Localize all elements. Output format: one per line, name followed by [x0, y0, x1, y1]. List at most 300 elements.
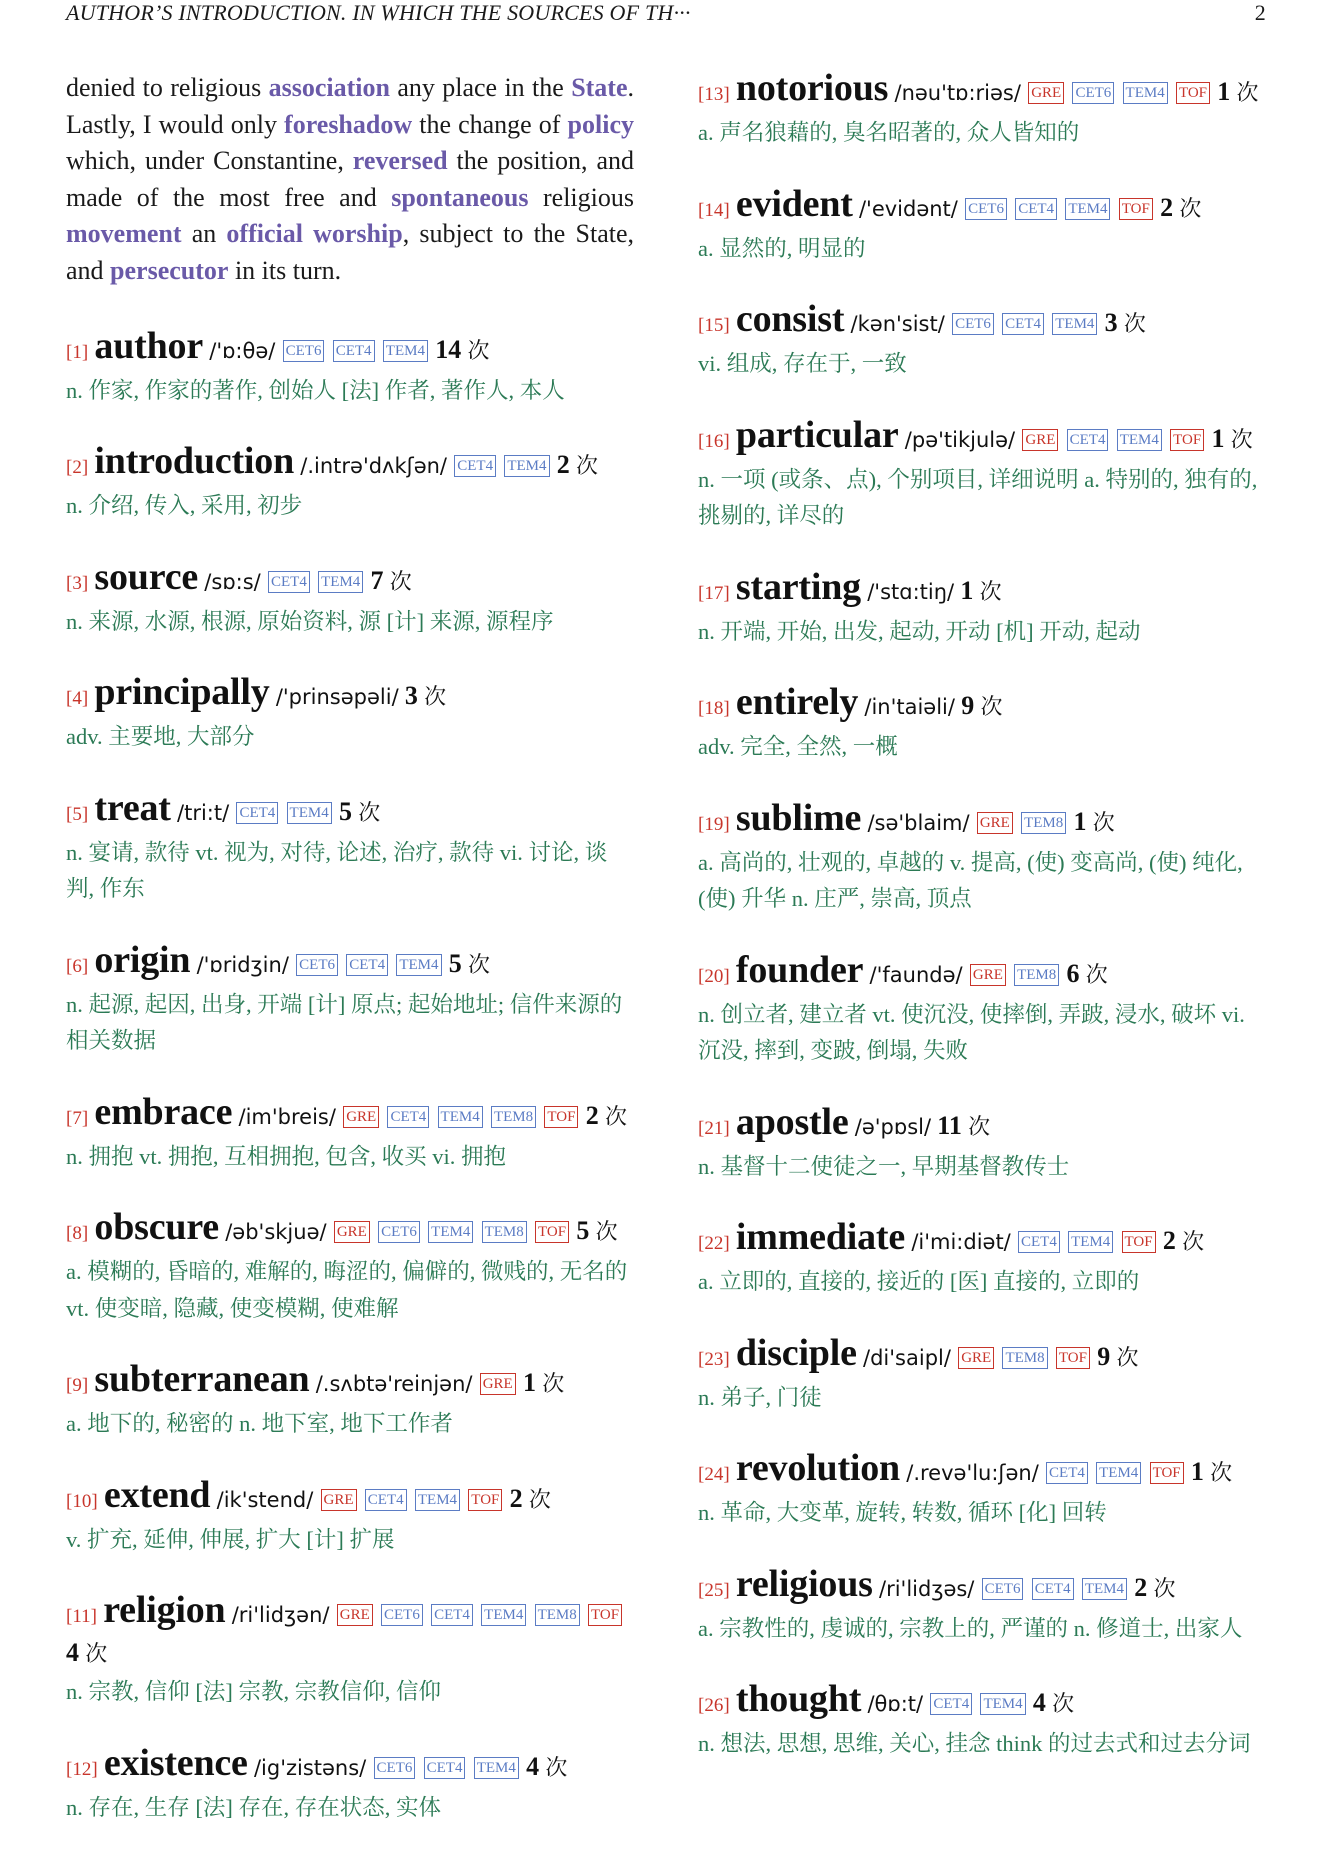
exam-tag: TEM4 — [1096, 1462, 1141, 1484]
vocab-entry — [698, 182, 1268, 268]
exam-tag: TEM4 — [980, 1693, 1025, 1715]
vocab-list-left — [66, 324, 634, 1827]
occurrence-count: 1 — [1073, 806, 1087, 836]
exam-tag: TOF — [544, 1106, 578, 1128]
count-unit: 次 — [468, 951, 491, 977]
phonetic: /ri'lidʒəs/ — [879, 1576, 975, 1601]
occurrence-count: 6 — [1066, 958, 1080, 988]
left-column — [66, 70, 634, 1860]
occurrence-count: 4 — [66, 1638, 79, 1668]
headword-line — [698, 1447, 1268, 1493]
count-unit: 次 — [980, 694, 1003, 719]
count-unit: 次 — [542, 1371, 565, 1397]
exam-tag: CET6 — [378, 1221, 420, 1243]
phonetic: /'ɒridʒin/ — [196, 952, 289, 977]
definition: a. 立即的, 直接的, 接近的 [医] 直接的, 立即的 — [698, 1269, 1140, 1294]
occurrence-count: 14 — [435, 334, 462, 364]
exam-tag: TEM4 — [1117, 429, 1162, 451]
count-unit: 次 — [467, 337, 490, 363]
count-unit: 次 — [1153, 1575, 1176, 1601]
count-unit: 次 — [1230, 426, 1253, 452]
headword: origin — [94, 938, 191, 981]
entry-index: [24] — [698, 1464, 730, 1485]
exam-tag: TOF — [1119, 198, 1153, 220]
headword-line — [66, 1741, 634, 1788]
exam-tag: TEM4 — [438, 1106, 483, 1128]
exam-tag: TOF — [1150, 1462, 1184, 1484]
occurrence-count: 4 — [526, 1751, 540, 1781]
exam-tag: TEM8 — [1002, 1347, 1047, 1369]
count-unit: 次 — [576, 453, 599, 479]
vocab-entry — [698, 948, 1268, 1070]
entry-index: [1] — [66, 341, 89, 363]
exam-tag: CET4 — [454, 455, 496, 477]
occurrence-count: 7 — [370, 565, 384, 595]
count-unit: 次 — [528, 1486, 551, 1512]
headword: starting — [735, 565, 861, 608]
headword: notorious — [735, 67, 889, 109]
headword-line — [66, 1358, 634, 1404]
occurrence-count: 9 — [1097, 1341, 1111, 1371]
headword-line — [66, 555, 634, 602]
headword-line — [66, 671, 634, 717]
headword-line — [66, 1589, 634, 1672]
exam-tag: TEM8 — [1014, 964, 1059, 986]
passage-text: the change of — [412, 109, 568, 139]
entry-index: [25] — [698, 1579, 730, 1601]
count-unit: 次 — [1236, 80, 1259, 105]
occurrence-count: 4 — [1032, 1688, 1046, 1717]
entry-index: [16] — [698, 430, 730, 452]
exam-tag: GRE — [970, 964, 1006, 986]
count-unit: 次 — [389, 568, 412, 594]
vocab-entry — [66, 1358, 634, 1443]
entry-index: [12] — [66, 1758, 98, 1780]
exam-tag: TOF — [1122, 1231, 1156, 1253]
entry-index: [23] — [698, 1348, 730, 1370]
phonetic: /ik'stend/ — [216, 1487, 314, 1512]
entry-index: [22] — [698, 1233, 730, 1254]
exam-tag: GRE — [337, 1604, 373, 1626]
exam-tag: CET4 — [387, 1106, 429, 1128]
headword-line — [698, 67, 1268, 113]
occurrence-count: 2 — [1134, 1572, 1148, 1602]
highlighted-word: persecutor — [110, 255, 229, 285]
headword-line — [698, 1678, 1268, 1724]
exam-tag: GRE — [334, 1221, 370, 1243]
headword: religion — [103, 1589, 226, 1632]
vocab-entry — [698, 298, 1268, 383]
passage-text: in its turn. — [228, 255, 342, 285]
headword: consist — [735, 298, 845, 340]
headword: introduction — [94, 440, 295, 483]
headword-line — [698, 298, 1268, 344]
definition: adv. 完全, 全然, 一概 — [698, 734, 898, 759]
entry-index: [9] — [66, 1375, 89, 1397]
headword: religious — [735, 1562, 873, 1605]
headword-line — [66, 1090, 634, 1137]
exam-tag: CET6 — [965, 198, 1007, 220]
exam-tag: CET6 — [374, 1757, 416, 1779]
vocab-entry — [698, 1100, 1268, 1186]
count-unit: 次 — [1123, 311, 1146, 336]
definition: n. 宗教, 信仰 [法] 宗教, 宗教信仰, 信仰 — [66, 1679, 441, 1705]
definition: n. 介绍, 传入, 采用, 初步 — [66, 493, 303, 519]
exam-tag: CET4 — [1032, 1578, 1074, 1600]
exam-tag: CET6 — [381, 1604, 423, 1626]
occurrence-count: 5 — [576, 1216, 590, 1246]
exam-tag: CET4 — [346, 954, 388, 976]
entry-index: [15] — [698, 315, 730, 336]
definition: n. 弟子, 门徒 — [698, 1384, 822, 1410]
headword: disciple — [735, 1331, 857, 1374]
occurrence-count: 2 — [556, 450, 570, 480]
headword-line — [66, 1473, 634, 1520]
headword: source — [94, 555, 199, 598]
exam-tag: TEM8 — [482, 1221, 527, 1243]
phonetic: /'ɒ:θə/ — [209, 338, 276, 363]
entry-index: [6] — [66, 955, 89, 977]
definition: a. 地下的, 秘密的 n. 地下室, 地下工作者 — [66, 1411, 453, 1437]
passage-text: which, under Constantine, — [66, 146, 353, 176]
entry-index: [14] — [698, 199, 730, 221]
vocab-entry — [66, 1206, 634, 1327]
count-unit: 次 — [1116, 1344, 1139, 1370]
highlighted-word: association — [268, 73, 390, 102]
exam-tag: TOF — [468, 1489, 502, 1511]
entry-index: [5] — [66, 803, 89, 825]
phonetic: /'prinsəpəli/ — [275, 685, 399, 710]
passage-text: , subject to the State, and — [66, 219, 634, 285]
exam-tag: TOF — [588, 1604, 622, 1626]
vocab-entry — [66, 1589, 634, 1711]
exam-tag: CET4 — [1002, 313, 1044, 335]
highlighted-word: movement — [66, 219, 182, 249]
occurrence-count: 1 — [1190, 1457, 1204, 1486]
phonetic: /.sʌbtə'reinjən/ — [315, 1372, 473, 1397]
right-column — [698, 67, 1268, 1797]
vocab-entry — [66, 1090, 634, 1176]
phonetic: /'evidənt/ — [858, 196, 958, 221]
headword: apostle — [735, 1100, 849, 1143]
exam-tag: TEM4 — [1068, 1231, 1113, 1253]
exam-tag: CET4 — [424, 1757, 466, 1779]
definition: n. 基督十二使徒之一, 早期基督教传士 — [698, 1153, 1070, 1179]
entry-index: [26] — [698, 1695, 730, 1716]
headword-line — [698, 1100, 1268, 1147]
occurrence-count: 2 — [1162, 1226, 1176, 1255]
exam-tag: TEM8 — [1021, 812, 1066, 834]
definition: n. 开端, 开始, 出发, 起动, 开动 [机] 开动, 起动 — [698, 618, 1141, 644]
phonetic: /pə'tikjulə/ — [904, 427, 1016, 452]
occurrence-count: 5 — [448, 948, 462, 978]
count-unit: 次 — [1179, 195, 1202, 221]
phonetic: /in'taiəli/ — [864, 695, 955, 719]
entry-index: [4] — [66, 688, 89, 710]
headword: thought — [735, 1678, 862, 1720]
occurrence-count: 1 — [1211, 423, 1225, 453]
definition: n. 存在, 生存 [法] 存在, 存在状态, 实体 — [66, 1794, 441, 1820]
headword-line — [66, 786, 634, 833]
phonetic: /əb'skjuə/ — [225, 1220, 327, 1245]
phonetic: /sə'blaim/ — [867, 810, 970, 835]
headword-line — [698, 413, 1268, 460]
headword: particular — [735, 413, 899, 456]
definition: n. 想法, 思想, 思维, 关心, 挂念 think 的过去式和过去分词 — [698, 1731, 1251, 1756]
entry-index: [8] — [66, 1223, 89, 1245]
exam-tag: GRE — [1028, 82, 1064, 104]
phonetic: /tri:t/ — [177, 800, 230, 825]
count-unit: 次 — [545, 1754, 568, 1780]
occurrence-count: 9 — [961, 691, 975, 720]
headword-line — [698, 948, 1268, 995]
vocab-entry — [698, 565, 1268, 651]
entry-index: [11] — [66, 1606, 97, 1628]
headword-line — [66, 938, 634, 985]
headword: extend — [103, 1473, 211, 1516]
exam-tag: TEM4 — [1082, 1578, 1127, 1600]
phonetic: /i'mi:diət/ — [911, 1230, 1011, 1254]
definition: n. 一项 (或条、点), 个别项目, 详细说明 a. 特别的, 独有的, 挑剔的, 详尽的 — [698, 466, 1258, 528]
entry-index: [2] — [66, 457, 89, 479]
vocab-entry — [698, 1216, 1268, 1301]
phonetic: /.revə'lu:ʃən/ — [906, 1461, 1039, 1485]
headword: immediate — [735, 1216, 906, 1258]
headword-line — [66, 1206, 634, 1252]
exam-tag: TEM4 — [1123, 82, 1168, 104]
phonetic: /im'breis/ — [238, 1104, 336, 1129]
headword-line — [66, 440, 634, 486]
count-unit: 次 — [1182, 1229, 1205, 1254]
headword-line — [698, 182, 1268, 229]
exam-tag: CET4 — [1046, 1462, 1088, 1484]
definition: a. 宗教性的, 虔诚的, 宗教上的, 严谨的 n. 修道士, 出家人 — [698, 1615, 1243, 1641]
exam-tag: TEM4 — [474, 1757, 519, 1779]
reading-passage — [66, 70, 634, 290]
exam-tag: CET4 — [1018, 1231, 1060, 1253]
exam-tag: TEM4 — [383, 340, 428, 362]
count-unit: 次 — [595, 1219, 618, 1245]
highlighted-word: official worship — [226, 219, 403, 249]
exam-tag: TOF — [1176, 82, 1210, 104]
phonetic: /.intrə'dʌkʃən/ — [300, 454, 447, 479]
highlighted-word: policy — [567, 109, 634, 139]
exam-tag: GRE — [1022, 429, 1058, 451]
passage-text: any place in the — [389, 73, 572, 102]
count-unit: 次 — [968, 1113, 991, 1139]
vocab-entry — [698, 1678, 1268, 1763]
headword: subterranean — [94, 1358, 310, 1401]
headword-line — [698, 796, 1268, 843]
headword: obscure — [94, 1206, 219, 1249]
count-unit: 次 — [358, 799, 381, 825]
entry-index: [21] — [698, 1117, 730, 1139]
definition: n. 作家, 作家的著作, 创始人 [法] 作者, 著作人, 本人 — [66, 377, 565, 403]
exam-tag: TEM8 — [535, 1604, 580, 1626]
exam-tag: TOF — [1056, 1347, 1090, 1369]
entry-index: [19] — [698, 813, 730, 835]
definition: n. 来源, 水源, 根源, 原始资料, 源 [计] 来源, 源程序 — [66, 608, 554, 634]
phonetic: /ə'pɒsl/ — [854, 1114, 932, 1139]
headword: existence — [103, 1741, 248, 1784]
definition: a. 声名狼藉的, 臭名昭著的, 众人皆知的 — [698, 120, 1080, 145]
vocab-entry — [66, 324, 634, 410]
vocab-entry — [66, 671, 634, 756]
passage-text: religious — [528, 182, 634, 212]
exam-tag: CET6 — [1072, 82, 1114, 104]
exam-tag: CET4 — [930, 1693, 972, 1715]
headword-line — [698, 1216, 1268, 1262]
occurrence-count: 2 — [585, 1100, 599, 1130]
occurrence-count: 3 — [404, 681, 418, 711]
highlighted-word: State — [571, 73, 628, 102]
highlighted-word: foreshadow — [284, 109, 413, 139]
entry-index: [3] — [66, 572, 89, 594]
exam-tag: GRE — [480, 1373, 516, 1395]
headword: entirely — [735, 681, 859, 723]
exam-tag: GRE — [321, 1489, 357, 1511]
exam-tag: TEM4 — [1052, 313, 1097, 335]
definition: vi. 组成, 存在于, 一致 — [698, 351, 907, 376]
vocab-entry — [66, 440, 634, 525]
headword-line — [698, 681, 1268, 727]
passage-text: denied to religious — [66, 73, 269, 102]
definition: a. 高尚的, 壮观的, 卓越的 v. 提高, (使) 变高尚, (使) 纯化, (使) 升华 n. 庄严, 崇高, 顶点 — [698, 849, 1243, 911]
vocab-entry — [698, 1562, 1268, 1648]
exam-tag: CET6 — [296, 954, 338, 976]
definition: v. 扩充, 延伸, 伸展, 扩大 [计] 扩展 — [66, 1526, 395, 1552]
count-unit: 次 — [979, 578, 1002, 604]
count-unit: 次 — [85, 1641, 108, 1667]
vocab-entry — [698, 796, 1268, 918]
occurrence-count: 1 — [1217, 77, 1231, 106]
highlighted-word: spontaneous — [391, 182, 529, 212]
headword-line — [698, 565, 1268, 612]
occurrence-count: 1 — [522, 1368, 536, 1398]
vocab-entry — [698, 681, 1268, 766]
headword-line — [66, 324, 634, 371]
exam-tag: TOF — [535, 1221, 569, 1243]
exam-tag: CET6 — [952, 313, 994, 335]
exam-tag: CET6 — [982, 1578, 1024, 1600]
occurrence-count: 2 — [1160, 192, 1174, 222]
passage-text: an — [181, 219, 227, 249]
vocab-entry — [698, 1331, 1268, 1417]
phonetic: /di'saipl/ — [863, 1345, 951, 1370]
headword: evident — [735, 182, 853, 225]
entry-index: [10] — [66, 1490, 98, 1512]
phonetic: /kən'sist/ — [850, 312, 945, 336]
occurrence-count: 11 — [937, 1110, 962, 1140]
count-unit: 次 — [1210, 1460, 1233, 1485]
headword-line — [698, 1562, 1268, 1609]
headword: sublime — [735, 796, 862, 839]
occurrence-count: 2 — [509, 1483, 523, 1513]
vocab-entry — [66, 1473, 634, 1559]
exam-tag: TEM4 — [504, 455, 549, 477]
occurrence-count: 1 — [960, 575, 974, 605]
exam-tag: GRE — [958, 1347, 994, 1369]
exam-tag: GRE — [343, 1106, 379, 1128]
phonetic: /θɒ:t/ — [867, 1692, 924, 1716]
exam-tag: TEM8 — [491, 1106, 536, 1128]
headword: treat — [94, 786, 171, 829]
vocab-entry — [66, 938, 634, 1060]
exam-tag: CET4 — [236, 802, 278, 824]
phonetic: /'faundə/ — [869, 962, 963, 987]
definition: n. 起源, 起因, 出身, 开端 [计] 原点; 起始地址; 信件来源的相关数据 — [66, 991, 623, 1054]
exam-tag: CET4 — [268, 571, 310, 593]
exam-tag: GRE — [977, 812, 1013, 834]
vocab-entry — [698, 1447, 1268, 1532]
exam-tag: TEM4 — [396, 954, 441, 976]
definition: a. 模糊的, 昏暗的, 难解的, 晦涩的, 偏僻的, 微贱的, 无名的 vt. 使变暗, 隐藏, 使变模糊, 使难解 — [66, 1259, 628, 1321]
vocab-entry — [66, 1741, 634, 1827]
exam-tag: TEM4 — [1065, 198, 1110, 220]
running-header — [66, 0, 1266, 26]
count-unit: 次 — [1092, 809, 1115, 835]
headword: embrace — [94, 1090, 233, 1133]
count-unit: 次 — [1085, 961, 1108, 987]
exam-tag: TEM4 — [415, 1489, 460, 1511]
count-unit: 次 — [1052, 1691, 1075, 1716]
vocab-entry — [698, 67, 1268, 152]
exam-tag: CET6 — [283, 340, 325, 362]
count-unit: 次 — [424, 684, 447, 710]
definition: n. 拥抱 vt. 拥抱, 互相拥抱, 包含, 收买 vi. 拥抱 — [66, 1143, 507, 1169]
exam-tag: CET4 — [333, 340, 375, 362]
definition: n. 宴请, 款待 vt. 视为, 对待, 论述, 治疗, 款待 vi. 讨论, 谈判, 作东 — [66, 839, 608, 902]
definition: a. 显然的, 明显的 — [698, 235, 866, 261]
entry-index: [7] — [66, 1107, 89, 1129]
entry-index: [17] — [698, 582, 730, 604]
headword: revolution — [735, 1447, 900, 1489]
exam-tag: TEM4 — [428, 1221, 473, 1243]
definition: adv. 主要地, 大部分 — [66, 724, 255, 750]
headword: author — [94, 324, 203, 367]
exam-tag: TEM4 — [287, 802, 332, 824]
headword: founder — [735, 948, 864, 991]
definition: n. 革命, 大变革, 旋转, 转数, 循环 [化] 回转 — [698, 1500, 1107, 1525]
exam-tag: TEM4 — [481, 1604, 526, 1626]
header-title: AUTHOR’S INTRODUCTION. IN WHICH THE SOURCES OF TH··· — [66, 0, 691, 25]
phonetic: /sɒ:s/ — [204, 569, 261, 594]
phonetic: /ri'lidʒən/ — [231, 1603, 330, 1628]
passage-text: . Lastly, I would only — [66, 73, 635, 139]
definition: n. 创立者, 建立者 vt. 使沉没, 使摔倒, 弄跛, 浸水, 破坏 vi. 沉没, 摔到, 变跛, 倒塌, 失败 — [698, 1001, 1245, 1063]
occurrence-count: 3 — [1104, 308, 1118, 337]
vocab-entry — [698, 413, 1268, 535]
exam-tag: CET4 — [365, 1489, 407, 1511]
page-number: 2 — [1254, 0, 1266, 25]
headword-line — [698, 1331, 1268, 1378]
exam-tag: CET4 — [431, 1604, 473, 1626]
count-unit: 次 — [604, 1103, 627, 1129]
entry-index: [20] — [698, 965, 730, 987]
phonetic: /nəu'tɒ:riəs/ — [894, 81, 1021, 105]
exam-tag: CET4 — [1067, 429, 1109, 451]
headword: principally — [94, 671, 270, 714]
phonetic: /'stɑ:tiŋ/ — [867, 579, 955, 604]
exam-tag: TOF — [1170, 429, 1204, 451]
phonetic: /ig'zistəns/ — [253, 1755, 367, 1780]
vocab-entry — [66, 555, 634, 641]
exam-tag: TEM4 — [318, 571, 363, 593]
exam-tag: CET4 — [1015, 198, 1057, 220]
occurrence-count: 5 — [338, 796, 352, 826]
vocab-list-right — [698, 67, 1268, 1763]
highlighted-word: reversed — [352, 146, 448, 176]
